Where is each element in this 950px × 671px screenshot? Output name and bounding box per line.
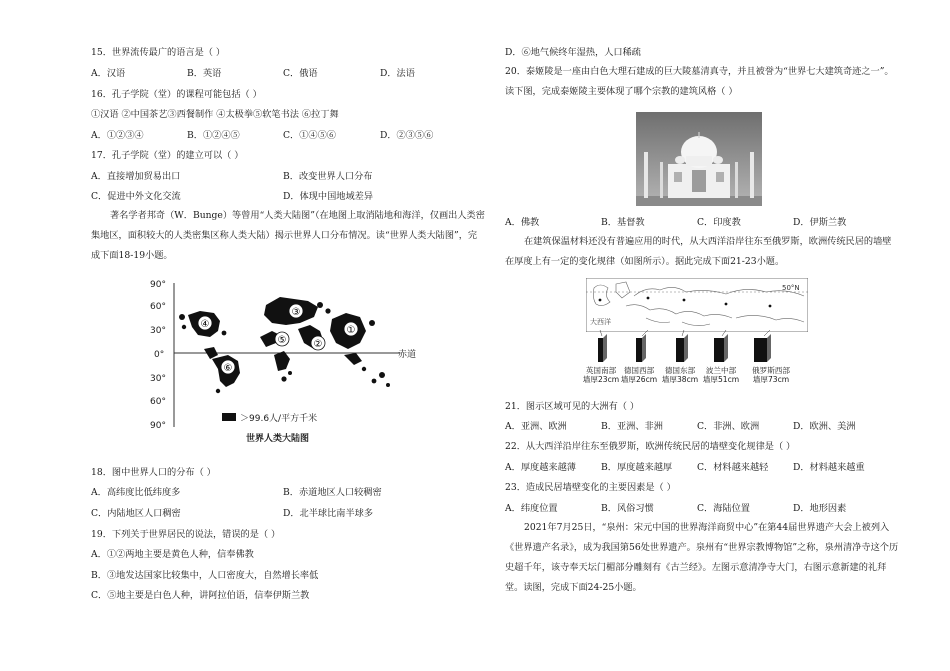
wall-label-3 bbox=[657, 366, 703, 384]
marker-2: ② bbox=[313, 339, 323, 350]
lat-label-30n: 30° bbox=[150, 326, 166, 336]
q15-option-a[interactable]: A．汉语 bbox=[91, 68, 126, 79]
q17-option-b[interactable]: B．改变世界人口分布 bbox=[283, 171, 373, 182]
wall-label-4 bbox=[698, 366, 744, 384]
q17-option-c[interactable]: C．促进中外文化交流 bbox=[91, 191, 181, 202]
wall-thick-5: 墙厚73cm bbox=[752, 375, 790, 384]
q23-option-b[interactable]: B．风俗习惯 bbox=[601, 503, 654, 514]
q21-option-a[interactable]: A．亚洲、欧洲 bbox=[505, 421, 567, 432]
wall-block-2 bbox=[636, 338, 642, 362]
q16-items: ①汉语 ②中国茶艺③西餐制作 ④太极拳⑤软笔书法 ⑥拉丁舞 bbox=[91, 109, 339, 120]
q20-stem: 20．泰姬陵是一座由白色大理石建成的巨大陵墓清真寺，并且被誉为“世界七大建筑奇迹之一”。读下图，完成泰姬陵主要体现了哪个宗教的建筑风格（ ） bbox=[505, 66, 894, 97]
lat-label-0: 0° bbox=[154, 350, 165, 360]
q16-option-c[interactable]: C．①④⑤⑥ bbox=[283, 130, 336, 141]
lat-label-60n: 60° bbox=[150, 302, 166, 312]
q15-option-d[interactable]: D．法语 bbox=[380, 68, 415, 79]
q21-option-c[interactable]: C．非洲、欧洲 bbox=[697, 421, 760, 432]
lat-label-30s: 30° bbox=[150, 374, 166, 384]
equator-label: 赤道 bbox=[398, 350, 417, 360]
q16-option-d[interactable]: D．②③⑤⑥ bbox=[380, 130, 434, 141]
q20-option-d[interactable]: D．伊斯兰教 bbox=[793, 217, 847, 228]
lat-label-90n: 90° bbox=[150, 280, 166, 290]
wall-block-5 bbox=[754, 338, 767, 362]
q22-option-c[interactable]: C．材料越来越轻 bbox=[697, 462, 769, 473]
q18-stem: 18．图中世界人口的分布（ ） bbox=[91, 467, 216, 478]
lat-label-60s: 60° bbox=[150, 397, 166, 407]
q16-stem: 16．孔子学院（堂）的课程可能包括（ ） bbox=[91, 89, 262, 100]
q23-option-c[interactable]: C．海陆位置 bbox=[697, 503, 750, 514]
wall-label-2 bbox=[616, 366, 662, 384]
legend-swatch bbox=[222, 413, 236, 421]
intro-human-continent: 著名学者邦奇（W．Bunge）等曾用“人类大陆图”（在地图上取消陆地和海洋，仅画出人类密集地区，面积较大的人类密集区称人类大陆）揭示世界人口分布情况。读“世界人类大陆图”，完成下面18-19小题。 bbox=[91, 210, 485, 261]
q15-stem: 15．世界流传最广的语言是（ ） bbox=[91, 47, 226, 58]
q22-stem: 22．从大西洋沿岸往东至俄罗斯，欧洲传统民居的墙壁变化规律是（ ） bbox=[505, 441, 796, 452]
q17-stem: 17．孔子学院（堂）的建立可以（ ） bbox=[91, 150, 244, 161]
lat-label-90s: 90° bbox=[150, 421, 166, 431]
europe-map bbox=[586, 278, 808, 332]
wall-name-1: 英国南部 bbox=[585, 366, 617, 375]
q18-option-c[interactable]: C．内陆地区人口稠密 bbox=[91, 508, 181, 519]
wall-thick-4: 墙厚51cm bbox=[702, 375, 740, 384]
wall-thick-2: 墙厚26cm bbox=[620, 375, 658, 384]
wall-label-5 bbox=[746, 366, 796, 384]
q20-option-b[interactable]: B．基督教 bbox=[601, 217, 645, 228]
wall-thick-3: 墙厚38cm bbox=[661, 375, 699, 384]
wall-name-4: 波兰中部 bbox=[705, 366, 737, 375]
wall-block-4 bbox=[714, 338, 724, 362]
marker-4: ④ bbox=[200, 319, 210, 330]
q22-option-b[interactable]: B．厚度越来越厚 bbox=[601, 462, 673, 473]
q23-option-d[interactable]: D．地形因素 bbox=[793, 503, 847, 514]
q23-option-a[interactable]: A．纬度位置 bbox=[505, 503, 558, 514]
wall-block-1 bbox=[598, 338, 603, 362]
intro-wall-thickness: 在建筑保温材料还没有普遍应用的时代，从大西洋沿岸往东至俄罗斯，欧洲传统民居的墙壁在厚度上有一定的变化规律（如图所示）。据此完成下面21-23小题。 bbox=[505, 236, 892, 267]
q17-option-d[interactable]: D．体现中国地域差异 bbox=[283, 191, 374, 202]
legend-label: ＞99.6人/平方千米 bbox=[240, 414, 318, 424]
q18-option-a[interactable]: A．高纬度比低纬度多 bbox=[91, 487, 181, 498]
taj-mahal-photo bbox=[636, 112, 762, 206]
q20-option-c[interactable]: C．印度教 bbox=[697, 217, 741, 228]
q15-option-c[interactable]: C．俄语 bbox=[283, 68, 318, 79]
q16-option-a[interactable]: A．①②③④ bbox=[91, 130, 144, 141]
q15-option-b[interactable]: B．英语 bbox=[187, 68, 222, 79]
q21-option-d[interactable]: D．欧洲、美洲 bbox=[793, 421, 856, 432]
wall-name-2: 德国西部 bbox=[623, 366, 655, 375]
q19-option-c[interactable]: C．⑤地主要是白色人种，讲阿拉伯语，信奉伊斯兰教 bbox=[91, 590, 310, 601]
q23-stem: 23．造成民居墙壁变化的主要因素是（ ） bbox=[505, 482, 676, 493]
q19-option-b[interactable]: B．③地发达国家比较集中，人口密度大，自然增长率低 bbox=[91, 570, 319, 581]
wall-thick-1: 墙厚23cm bbox=[582, 375, 620, 384]
marker-6: ⑥ bbox=[223, 363, 233, 374]
q18-option-b[interactable]: B．赤道地区人口较稠密 bbox=[283, 487, 382, 498]
q19-option-d[interactable]: D．⑥地气候终年湿热，人口稀疏 bbox=[505, 47, 641, 58]
intro-quanzhou: 2021年7月25日，“泉州：宋元中国的世界海洋商贸中心”在第44届世界遗产大会上被列入《世界遗产名录》，成为我国第56处世界遗产。泉州有“世界宗教博物馆”之称，泉州清净寺这个历史超千年，该寺奉天坛门楣部分雕刻有《古兰经》。左图示意清净寺大门，右图示意新建的礼拜堂。读图，完成下面24-25小题。 bbox=[505, 522, 899, 593]
map-title: 世界人类大陆图 bbox=[246, 434, 310, 444]
q18-option-d[interactable]: D．北半球比南半球多 bbox=[283, 508, 374, 519]
wall-name-5: 俄罗斯西部 bbox=[752, 366, 790, 375]
q20-option-a[interactable]: A．佛教 bbox=[505, 217, 540, 228]
human-continent-map bbox=[148, 277, 438, 447]
q16-option-b[interactable]: B．①②④⑤ bbox=[187, 130, 240, 141]
q22-option-d[interactable]: D．材料越来越重 bbox=[793, 462, 865, 473]
q22-option-a[interactable]: A．厚度越来越薄 bbox=[505, 462, 576, 473]
q19-option-a[interactable]: A．①②两地主要是黄色人种，信奉佛教 bbox=[91, 549, 254, 560]
q21-stem: 21．图示区域可见的大洲有（ ） bbox=[505, 401, 640, 412]
q17-option-a[interactable]: A．直接增加贸易出口 bbox=[91, 171, 181, 182]
ocean-label: 大西洋 bbox=[590, 318, 611, 326]
marker-1: ① bbox=[346, 325, 356, 336]
marker-3: ③ bbox=[291, 307, 301, 318]
q21-option-b[interactable]: B．亚洲、非洲 bbox=[601, 421, 663, 432]
q19-stem: 19．下列关于世界居民的说法，错误的是（ ） bbox=[91, 529, 281, 540]
marker-5: ⑤ bbox=[277, 335, 287, 346]
wall-pointer-lines bbox=[586, 330, 808, 366]
wall-name-3: 德国东部 bbox=[664, 366, 696, 375]
wall-block-3 bbox=[676, 338, 684, 362]
lat-50n-label: 50°N bbox=[782, 284, 800, 292]
